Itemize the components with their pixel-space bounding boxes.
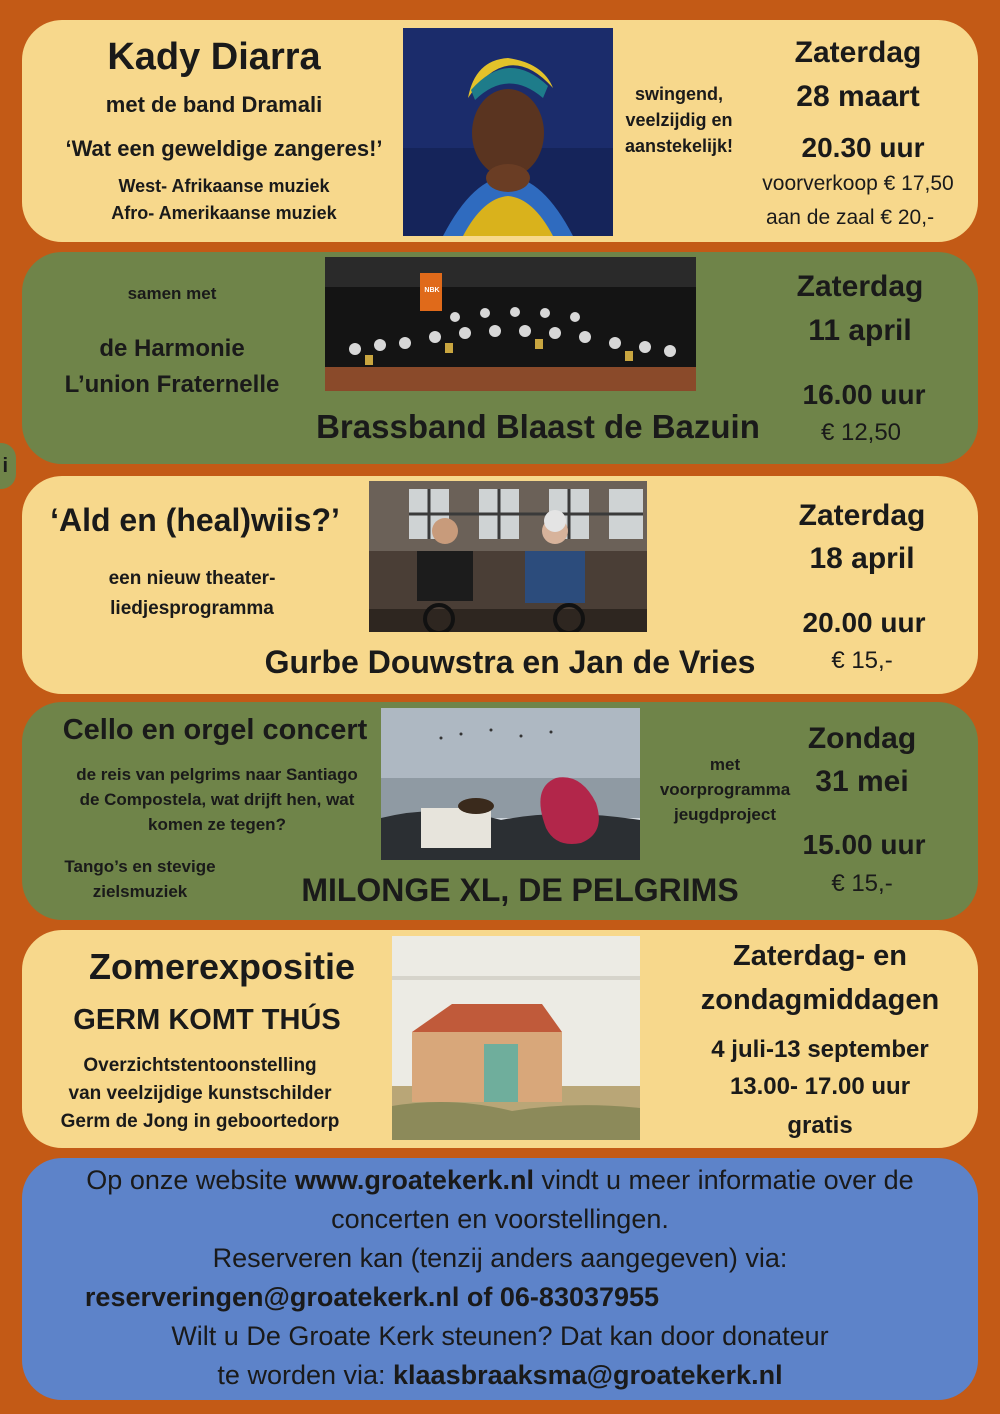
info-footer: [22, 1158, 978, 1400]
footer-line-donor: [22, 1361, 978, 1391]
event-title: ‘Ald en (heal)wiis?’: [50, 502, 340, 538]
event-price: gratis: [787, 1112, 853, 1139]
event-day: Zaterdag: [794, 36, 922, 69]
website-link[interactable]: www.groatekerk.nl: [294, 1165, 534, 1195]
event-subtitle: GERM KOMT THÚS: [73, 1004, 341, 1036]
footer-line-3: Reserveren kan (tenzij anders aangegeven) via:: [212, 1243, 788, 1273]
event-card-pelgrims: [22, 702, 978, 920]
event-title: Brassband Blaast de Bazuin: [316, 408, 760, 445]
event-genre-2: Afro- Amerikaanse muziek: [111, 203, 337, 223]
footer-line-2: concerten en voorstellingen.: [331, 1204, 669, 1234]
event-date: 18 april: [809, 542, 915, 575]
kady-diarra-photo: [403, 28, 613, 236]
event-time: 15.00 uur: [802, 829, 926, 860]
event-time: 20.30 uur: [801, 132, 925, 163]
event-card-zomerexpositie: [22, 930, 978, 1148]
event-day: Zaterdag: [796, 270, 924, 303]
event-desc-1: Overzichtstentoonstelling: [83, 1055, 317, 1076]
event-quote: ‘Wat een geweldige zangeres!’: [65, 136, 383, 161]
event-performers: Gurbe Douwstra en Jan de Vries: [264, 644, 756, 680]
event-desc-2: de Compostela, wat drijft hen, wat: [79, 790, 355, 809]
event-card-ald-en-healwiis: [22, 476, 978, 694]
event-date: 28 maart: [796, 80, 920, 113]
event-desc-3: komen ze tegen?: [148, 815, 286, 834]
event-subtitle: met de band Dramali: [105, 92, 323, 117]
event-day: Zaterdag: [798, 499, 926, 532]
footer-line-5: Wilt u De Groate Kerk steunen? Dat kan door donateur: [171, 1321, 829, 1351]
event-partner-2: L’union Fraternelle: [64, 371, 280, 398]
painting-photo: [392, 936, 640, 1140]
event-day-2: zondagmiddagen: [700, 984, 940, 1016]
event-desc-3: Germ de Jong in geboortedorp: [60, 1111, 340, 1132]
event-card-kady-diarra: [22, 20, 978, 242]
event-time: 20.00 uur: [802, 607, 926, 638]
footer-text: Op onze website: [86, 1165, 295, 1195]
event-card-brassband: [22, 252, 978, 464]
event-price: € 15,-: [831, 647, 893, 674]
event-tagline-2: veelzijdig en: [625, 110, 733, 130]
event-time: 16.00 uur: [802, 379, 926, 410]
event-pre-1: met: [709, 755, 741, 774]
event-title: Kady Diarra: [107, 36, 321, 78]
event-desc-1: de reis van pelgrims naar Santiago: [76, 765, 358, 784]
event-date: 31 mei: [815, 765, 909, 798]
event-desc-2: van veelzijdige kunstschilder: [68, 1083, 332, 1104]
nbk-banner-label: NBK: [424, 287, 440, 294]
event-price: € 15,-: [831, 870, 893, 897]
event-tagline-1: swingend,: [634, 84, 723, 104]
event-day: Zondag: [807, 722, 917, 755]
side-tab: [0, 443, 16, 489]
event-desc-2: liedjesprogramma: [110, 598, 274, 619]
reservation-contact[interactable]: reserveringen@groatekerk.nl of 06-83037955: [84, 1282, 660, 1312]
brassband-photo: [325, 257, 696, 391]
donor-email-link[interactable]: klaasbraaksma@groatekerk.nl: [393, 1360, 783, 1390]
performers-photo: [369, 481, 647, 632]
event-pre-2: voorprogramma: [659, 780, 791, 799]
event-dates: 4 juli-13 september: [711, 1036, 929, 1063]
side-tab-label: i: [2, 455, 8, 477]
pelgrims-photo: [381, 708, 640, 860]
event-tagline-3: aanstekelijk!: [624, 136, 734, 156]
event-extra-2: zielsmuziek: [92, 882, 188, 901]
event-price-door: aan de zaal € 20,-: [765, 206, 935, 229]
event-performers: MILONGE XL, DE PELGRIMS: [301, 872, 739, 908]
event-title: Cello en orgel concert: [62, 714, 368, 746]
event-extra-1: Tango’s en stevige: [64, 857, 216, 876]
event-partner-1: de Harmonie: [99, 335, 245, 362]
event-title: Zomerexpositie: [88, 946, 356, 987]
event-date: 11 april: [808, 314, 912, 347]
event-time: 13.00- 17.00 uur: [729, 1073, 911, 1100]
event-genre-1: West- Afrikaanse muziek: [118, 176, 330, 196]
footer-line-website: [22, 1166, 978, 1196]
footer-text: te worden via:: [217, 1360, 394, 1390]
event-desc-1: een nieuw theater-: [108, 568, 276, 589]
event-pre-3: jeugdproject: [673, 805, 776, 824]
footer-text: vindt u meer informatie over de: [534, 1165, 914, 1195]
event-price: € 12,50: [820, 419, 902, 446]
event-price-presale: voorverkoop € 17,50: [762, 172, 954, 195]
event-with-label: samen met: [127, 284, 217, 303]
event-day-1: Zaterdag- en: [732, 940, 908, 972]
